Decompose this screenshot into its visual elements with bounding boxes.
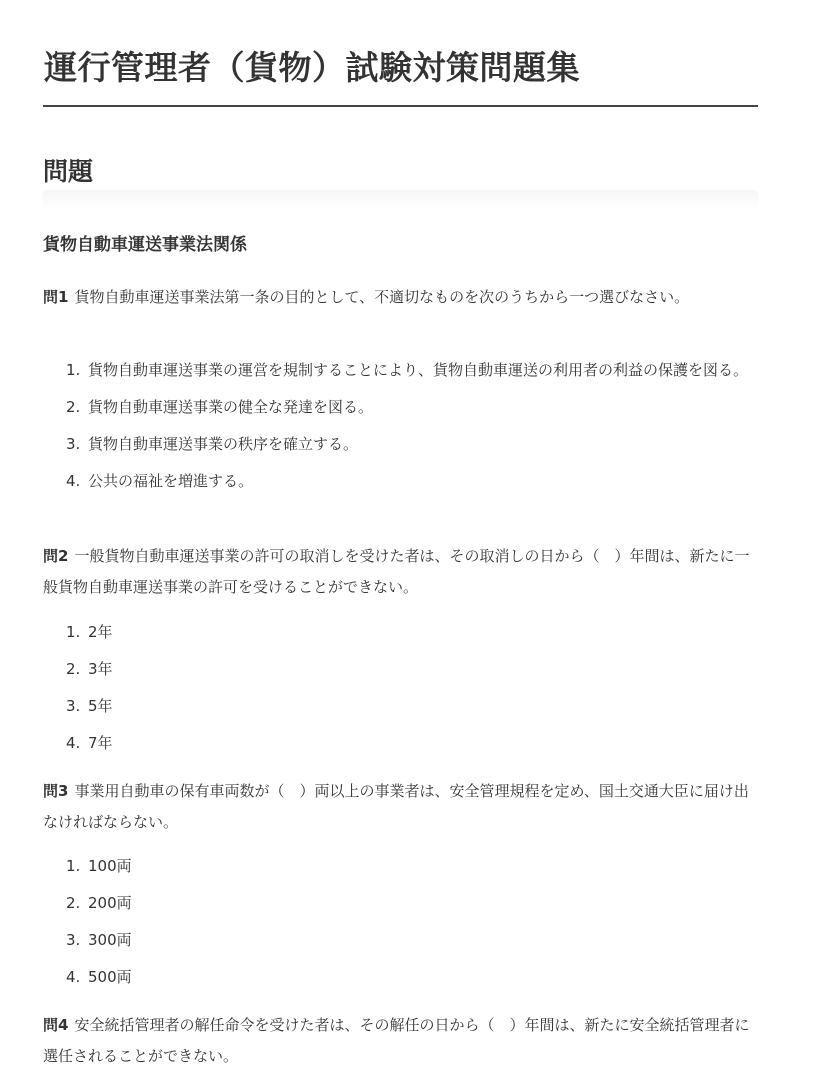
question-text: 安全統括管理者の解任命令を受けた者は、その解任の日から（ ）年間は、新たに安全統括管理者に選任されることができない。 <box>43 1016 750 1065</box>
choice-item <box>66 693 756 720</box>
choice-item <box>66 468 756 495</box>
question-1 <box>43 282 763 313</box>
question-2-choices <box>66 619 756 757</box>
choice-number: 1. <box>66 623 81 641</box>
choice-text: 100両 <box>88 857 132 875</box>
choice-number: 1. <box>66 857 81 875</box>
choice-number: 4. <box>66 968 81 986</box>
question-3-choices <box>66 853 756 991</box>
choice-number: 4. <box>66 472 81 490</box>
choice-item <box>66 357 756 384</box>
choice-item <box>66 964 756 991</box>
question-label: 問1 <box>43 288 69 306</box>
choice-text: 200両 <box>88 894 132 912</box>
question-label: 問3 <box>43 782 69 800</box>
choice-number: 2. <box>66 398 81 416</box>
question-3 <box>43 776 763 838</box>
question-1-choices <box>66 357 756 495</box>
choice-number: 3. <box>66 435 81 453</box>
choice-text: 500両 <box>88 968 132 986</box>
choice-item <box>66 656 756 683</box>
question-label: 問4 <box>43 1016 69 1034</box>
question-4 <box>43 1010 763 1072</box>
section-heading: 問題 <box>43 157 94 186</box>
page-title: 運行管理者（貨物）試験対策問題集 <box>44 48 580 87</box>
title-divider <box>43 105 758 107</box>
choice-text: 7年 <box>88 734 113 752</box>
choice-item <box>66 431 756 458</box>
choice-item <box>66 927 756 954</box>
choice-number: 2. <box>66 660 81 678</box>
choice-item <box>66 890 756 917</box>
choice-number: 2. <box>66 894 81 912</box>
question-2 <box>43 541 763 603</box>
choice-number: 3. <box>66 697 81 715</box>
question-text: 一般貨物自動車運送事業の許可の取消しを受けた者は、その取消しの日から（ ）年間は、新たに一般貨物自動車運送事業の許可を受けることができない。 <box>43 547 750 596</box>
section-divider <box>43 190 758 210</box>
choice-text: 300両 <box>88 931 132 949</box>
choice-text: 貨物自動車運送事業の運営を規制することにより、貨物自動車運送の利用者の利益の保護を図る。 <box>88 361 749 379</box>
choice-number: 3. <box>66 931 81 949</box>
choice-item <box>66 853 756 880</box>
choice-text: 3年 <box>88 660 113 678</box>
choice-text: 2年 <box>88 623 113 641</box>
choice-item <box>66 619 756 646</box>
choice-item <box>66 394 756 421</box>
question-text: 貨物自動車運送事業法第一条の目的として、不適切なものを次のうちから一つ選びなさい。 <box>74 288 690 306</box>
question-text: 事業用自動車の保有車両数が（ ）両以上の事業者は、安全管理規程を定め、国土交通大臣に届け出なければならない。 <box>43 782 749 831</box>
choice-text: 5年 <box>88 697 113 715</box>
choice-text: 貨物自動車運送事業の健全な発達を図る。 <box>88 398 374 416</box>
choice-text: 公共の福祉を増進する。 <box>88 472 254 490</box>
question-label: 問2 <box>43 547 69 565</box>
choice-item <box>66 730 756 757</box>
sub-heading: 貨物自動車運送事業法関係 <box>43 235 247 255</box>
choice-number: 1. <box>66 361 81 379</box>
choice-number: 4. <box>66 734 81 752</box>
choice-text: 貨物自動車運送事業の秩序を確立する。 <box>88 435 359 453</box>
